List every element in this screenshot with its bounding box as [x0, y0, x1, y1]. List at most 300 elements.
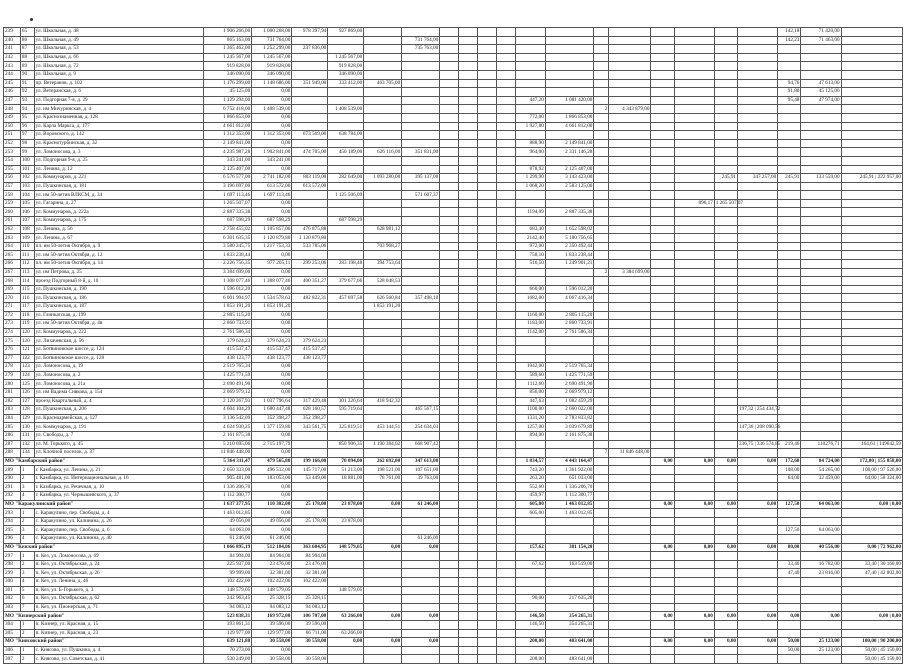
value-cell-c3: 457 697,58 — [328, 294, 364, 303]
group-value-c2: 363 604,95 — [292, 543, 328, 552]
value-cell-c8 — [478, 517, 497, 526]
value-cell-c19: 47 613,00 — [801, 79, 841, 88]
address-cell: ул. Ботвиновское шоссе, д. 124 — [34, 345, 203, 354]
address-cell: ул. им 50-летия Октября, д. 12 — [34, 251, 203, 260]
row-subnumber: 3 — [20, 569, 34, 578]
value-cell-c9 — [497, 208, 516, 217]
value-cell-c9 — [497, 191, 516, 200]
row-subnumber: 111 — [20, 251, 34, 260]
value-cell-c14 — [651, 535, 674, 544]
value-cell-c11: 2 331 146,28 — [545, 148, 594, 157]
value-cell-c3 — [328, 311, 364, 320]
table-row — [4, 552, 903, 561]
value-cell-c17 — [738, 492, 778, 501]
value-cell-c4 — [364, 268, 402, 277]
value-cell-c7 — [459, 96, 478, 105]
value-cell-c18 — [778, 131, 801, 140]
value-cell-c2: 53 449,00 — [292, 474, 328, 483]
value-cell-c5 — [402, 199, 440, 208]
value-cell-c3 — [328, 449, 364, 458]
value-cell-c9 — [497, 28, 516, 37]
value-cell-c6 — [440, 156, 459, 165]
address-cell: п. Кез, ул. Б-Горького, д. 3 — [34, 586, 203, 595]
value-cell-c13 — [609, 578, 651, 587]
value-cell-total: 1 833 238,44 — [203, 251, 252, 260]
value-cell-c1: 0,00 — [252, 113, 292, 122]
value-cell-c1: 1 000 268,00 — [252, 28, 292, 37]
value-cell-c7 — [459, 70, 478, 79]
value-cell-c8 — [478, 569, 497, 578]
value-cell-c2: 803 119,00 — [292, 174, 328, 183]
value-cell-c11 — [545, 354, 594, 363]
value-cell-c3: 379 677,66 — [328, 277, 364, 286]
value-cell-c11 — [545, 337, 594, 346]
table-row — [4, 79, 903, 88]
address-cell: ул. Пушкинская, д. 206 — [34, 406, 203, 415]
value-cell-c1: 1 902 841,00 — [252, 148, 292, 157]
value-cell-c5 — [402, 208, 440, 217]
value-cell-c2 — [292, 586, 328, 595]
value-cell-c11: 2 660 022,00 — [545, 406, 594, 415]
row-subnumber: 92 — [20, 88, 34, 97]
value-cell-c9 — [497, 285, 516, 294]
table-row — [4, 337, 903, 346]
table-row — [4, 397, 903, 406]
value-cell-c14 — [651, 397, 674, 406]
value-cell-c4 — [364, 311, 402, 320]
value-cell-total: 530 249,00 — [203, 655, 252, 664]
value-cell-c5 — [402, 311, 440, 320]
value-cell-c2: 94 083,12 — [292, 603, 328, 612]
row-subnumber: 101 — [20, 165, 34, 174]
value-cell-c1: 0,00 — [252, 509, 292, 518]
group-value-c10: 1 834,57 — [516, 457, 546, 466]
value-cell-c16 — [714, 303, 737, 312]
value-cell-c10 — [516, 105, 546, 114]
value-cell-c12 — [594, 311, 609, 320]
value-cell-c12 — [594, 517, 609, 526]
row-subnumber: 5 — [20, 586, 34, 595]
value-cell-c10: 772,00 — [516, 113, 546, 122]
value-cell-c15 — [674, 431, 714, 440]
value-cell-c7 — [459, 156, 478, 165]
value-cell-c9 — [497, 423, 516, 432]
value-cell-c13 — [609, 139, 651, 148]
value-cell-c6 — [440, 234, 459, 243]
value-cell-c9 — [497, 397, 516, 406]
value-cell-c10: 1194,09 — [516, 208, 546, 217]
value-cell-c7 — [459, 655, 478, 664]
value-cell-total: 393 861,31 — [203, 620, 252, 629]
value-cell-c9 — [497, 260, 516, 269]
address-cell: ул. Коммунаров, д. 222 — [34, 328, 203, 337]
row-subnumber: 2 — [20, 629, 34, 638]
value-cell-c8 — [478, 105, 497, 114]
value-cell-c18 — [778, 234, 801, 243]
address-cell: г. Камбарка, ул. Ленина, д. 21 — [34, 466, 203, 475]
address-cell: с. Киясово, ул. Пушкина, д. 4 — [34, 646, 203, 655]
value-cell-c17: 147,36 | 208 090,56 — [739, 423, 781, 430]
value-cell-c9 — [497, 70, 516, 79]
value-cell-c15 — [674, 509, 714, 518]
value-cell-c10 — [516, 217, 546, 226]
value-cell-c12 — [594, 217, 609, 226]
value-cell-c3: 51 213,00 — [328, 466, 364, 475]
value-cell-c15 — [674, 517, 714, 526]
value-cell-c5 — [402, 509, 440, 518]
group-value-c8 — [478, 457, 497, 466]
value-cell-c5 — [402, 225, 440, 234]
address-cell: ул. Ленина, д. 67 — [34, 234, 203, 243]
value-cell-total: 343 241,00 — [203, 156, 252, 165]
value-cell-c15 — [674, 569, 714, 578]
table-row — [4, 517, 903, 526]
group-value-c15: 0,00 — [674, 612, 714, 621]
value-cell-c20: 47,40 | 42 802,00 — [841, 569, 902, 578]
value-cell-c20 — [841, 208, 902, 217]
value-cell-c3: 63 266,00 — [328, 629, 364, 638]
value-cell-c10 — [516, 53, 546, 62]
value-cell-c13: 11 846 448,00 — [609, 449, 651, 458]
value-cell-c10: 263,20 — [516, 474, 546, 483]
value-cell-c16 — [714, 328, 737, 337]
value-cell-c12 — [594, 655, 609, 664]
value-cell-c20 — [841, 148, 902, 157]
value-cell-c12 — [594, 182, 609, 191]
value-cell-c8 — [478, 294, 497, 303]
value-cell-c7 — [459, 303, 478, 312]
value-cell-c13 — [609, 328, 651, 337]
value-cell-c1: 977 205,11 — [252, 260, 292, 269]
row-subnumber: 96 — [20, 122, 34, 131]
value-cell-c17 — [738, 320, 778, 329]
value-cell-c12 — [594, 406, 609, 415]
value-cell-c12 — [594, 620, 609, 629]
value-cell-c5 — [402, 483, 440, 492]
value-cell-c7 — [459, 560, 478, 569]
row-subnumber: 1 — [20, 646, 34, 655]
row-subnumber: 105 — [20, 199, 34, 208]
group-value-c19: 25 123,00 — [801, 638, 841, 647]
value-cell-c13 — [609, 552, 651, 561]
group-value-c6 — [440, 457, 459, 466]
value-cell-c2 — [292, 371, 328, 380]
value-cell-c15 — [674, 560, 714, 569]
value-cell-c3 — [328, 156, 364, 165]
value-cell-c15 — [674, 285, 714, 294]
value-cell-c7 — [459, 285, 478, 294]
value-cell-c6 — [440, 595, 459, 604]
group-value-c4: 0,00 — [364, 612, 402, 621]
row-subnumber: 93 — [20, 96, 34, 105]
value-cell-c2 — [292, 62, 328, 71]
value-cell-c14 — [651, 62, 674, 71]
value-cell-c13 — [609, 217, 651, 226]
value-cell-c13 — [609, 371, 651, 380]
value-cell-c2: 613 572,00 — [292, 182, 328, 191]
value-cell-c5 — [402, 578, 440, 587]
row-number: 256 — [4, 174, 21, 183]
value-cell-c3: 325 819,51 — [328, 423, 364, 432]
value-cell-c12 — [594, 320, 609, 329]
value-cell-c11 — [545, 526, 594, 535]
row-subnumber: 118 — [20, 311, 34, 320]
value-cell-c19: 45 125,00 — [801, 88, 841, 97]
value-cell-c16 — [714, 242, 737, 251]
row-number: 239 — [4, 28, 21, 37]
value-cell-c15 — [674, 586, 714, 595]
row-number: 291 — [4, 483, 21, 492]
value-cell-c5 — [402, 603, 440, 612]
row-number: 258 — [4, 191, 21, 200]
row-number: 261 — [4, 217, 21, 226]
value-cell-c14 — [651, 646, 674, 655]
value-cell-c4 — [364, 586, 402, 595]
value-cell-c8 — [478, 53, 497, 62]
value-cell-c12 — [594, 328, 609, 337]
value-cell-c18: 219,46 — [778, 440, 801, 449]
value-cell-c5: 254 634,03 — [402, 423, 440, 432]
address-cell: г. Камбарка, ул. Речечная, д. 10 — [34, 483, 203, 492]
value-cell-c3: 346 090,00 — [328, 70, 364, 79]
value-cell-total: 2 761 586,34 — [203, 328, 252, 337]
value-cell-c20 — [841, 242, 902, 251]
value-cell-c14 — [651, 148, 674, 157]
value-cell-c16 — [714, 629, 737, 638]
value-cell-c11: 2 350 492,44 — [545, 242, 594, 251]
group-value-total: 1 066 895,19 — [203, 543, 252, 552]
value-cell-c12 — [594, 156, 609, 165]
value-cell-c15 — [674, 242, 714, 251]
value-cell-c16 — [714, 208, 737, 217]
value-cell-c8 — [478, 260, 497, 269]
value-cell-c6 — [440, 328, 459, 337]
value-cell-c4: 198 521,00 — [364, 466, 402, 475]
value-cell-c6 — [440, 406, 459, 415]
value-cell-c9 — [497, 414, 516, 423]
value-cell-c2: 415 537,47 — [292, 345, 328, 354]
group-value-c20: 0,00 | 0,00 — [841, 612, 902, 621]
value-cell-c9 — [497, 569, 516, 578]
value-cell-c8 — [478, 474, 497, 483]
value-cell-c9 — [497, 131, 516, 140]
address-cell: ул. Школьная, д. 9 — [34, 70, 203, 79]
value-cell-c9 — [497, 88, 516, 97]
value-cell-c17 — [738, 586, 778, 595]
value-cell-c1: 415 537,47 — [252, 345, 292, 354]
value-cell-c2 — [292, 449, 328, 458]
value-cell-c1: 102 422,00 — [252, 578, 292, 587]
group-value-c13 — [609, 638, 651, 647]
value-cell-c16 — [714, 431, 737, 440]
group-value-c19: 0,00 — [801, 612, 841, 621]
value-cell-c10: 1112,60 — [516, 380, 546, 389]
value-cell-c1: 343 241,00 — [252, 156, 292, 165]
value-cell-c5 — [402, 629, 440, 638]
value-cell-c17 — [738, 431, 778, 440]
value-cell-c4 — [364, 449, 402, 458]
group-value-c3: 70 094,00 — [328, 457, 364, 466]
value-cell-c8 — [478, 603, 497, 612]
value-cell-c3 — [328, 560, 364, 569]
value-cell-c7 — [459, 53, 478, 62]
value-cell-c17: 236,75 | 336 574,85 — [739, 440, 781, 447]
value-cell-c9 — [497, 242, 516, 251]
address-cell: п. Кез, ул. Октябрьская, д. 62 — [34, 595, 203, 604]
value-cell-c18 — [778, 431, 801, 440]
value-cell-total: 2 125 407,00 — [203, 165, 252, 174]
value-cell-c17 — [738, 363, 778, 372]
row-number: 289 — [4, 466, 21, 475]
group-value-c12 — [594, 500, 609, 509]
value-cell-c14 — [651, 509, 674, 518]
value-cell-c19 — [801, 629, 841, 638]
row-number: 272 — [4, 311, 21, 320]
value-cell-c11 — [545, 199, 594, 208]
value-cell-c7 — [459, 251, 478, 260]
value-cell-c12 — [594, 45, 609, 54]
value-cell-c8 — [478, 225, 497, 234]
value-cell-total: 61 246,00 — [203, 535, 252, 544]
value-cell-c17 — [738, 578, 778, 587]
value-cell-c1: 32 381,00 — [252, 569, 292, 578]
value-cell-c14 — [651, 320, 674, 329]
value-cell-c18: 95,48 — [778, 96, 801, 105]
group-value-c16: 0,00 — [714, 638, 737, 647]
value-cell-total: 84 904,00 — [203, 552, 252, 561]
value-cell-c17 — [738, 337, 778, 346]
value-cell-c14 — [651, 578, 674, 587]
value-cell-c10: 1183,00 — [516, 320, 546, 329]
value-cell-total: 70 273,00 — [203, 646, 252, 655]
value-cell-c2: 1 120 879,80 — [292, 234, 328, 243]
address-cell: ул. Школьная, д. 48 — [34, 28, 203, 37]
value-cell-c14 — [651, 517, 674, 526]
value-cell-c15 — [674, 268, 714, 277]
value-cell-c17 — [738, 629, 778, 638]
value-cell-c17 — [738, 517, 778, 526]
table-row — [4, 388, 903, 397]
value-cell-c13 — [609, 96, 651, 105]
value-cell-c14 — [651, 595, 674, 604]
value-cell-c18 — [778, 191, 801, 200]
value-cell-c18 — [778, 406, 801, 415]
value-cell-c8 — [478, 337, 497, 346]
value-cell-c5 — [402, 620, 440, 629]
value-cell-c7 — [459, 277, 478, 286]
value-cell-c10 — [516, 199, 546, 208]
value-cell-c8 — [478, 483, 497, 492]
row-subnumber: 65 — [20, 28, 34, 37]
value-cell-c19 — [801, 517, 841, 526]
value-cell-c12 — [594, 251, 609, 260]
value-cell-c2 — [292, 191, 328, 200]
value-cell-c8 — [478, 354, 497, 363]
value-cell-c13 — [609, 156, 651, 165]
value-cell-c2 — [292, 285, 328, 294]
group-value-c17: 0,00 — [738, 543, 778, 552]
value-cell-c5 — [402, 526, 440, 535]
row-subnumber: 90 — [20, 70, 34, 79]
value-cell-c19: 16 782,00 — [801, 560, 841, 569]
value-cell-total: 3 136 542,09 — [203, 414, 252, 423]
row-subnumber: 120 — [20, 328, 34, 337]
value-cell-c19 — [801, 285, 841, 294]
value-cell-c9 — [497, 655, 516, 664]
address-cell: ул. Ломоносова, д. 3 — [34, 148, 203, 157]
value-cell-c20 — [841, 406, 902, 415]
value-cell-c17 — [738, 113, 778, 122]
row-number: 250 — [4, 122, 21, 131]
table-row — [4, 122, 903, 131]
value-cell-c7 — [459, 242, 478, 251]
address-cell: п. Кез, ул. Октябрьская, д. 26 — [34, 569, 203, 578]
value-cell-c19: 133 559,00 — [801, 174, 841, 183]
value-cell-c11 — [545, 603, 594, 612]
value-cell-c16 — [714, 440, 737, 449]
value-cell-c3 — [328, 113, 364, 122]
value-cell-c11: 1 866 853,00 — [545, 113, 594, 122]
value-cell-c2: 352 398,27 — [292, 414, 328, 423]
value-cell-c10: 1 068,20 — [516, 182, 546, 191]
value-cell-c5 — [402, 552, 440, 561]
value-cell-c17 — [738, 277, 778, 286]
value-cell-c18 — [778, 337, 801, 346]
value-cell-c6 — [440, 586, 459, 595]
value-cell-c17 — [738, 474, 778, 483]
value-cell-c6 — [440, 354, 459, 363]
address-cell: ул. Ветеранская, д. 6 — [34, 88, 203, 97]
value-cell-c7 — [459, 483, 478, 492]
row-subnumber: 3 — [20, 483, 34, 492]
value-cell-c19 — [801, 122, 841, 131]
value-cell-c3 — [328, 88, 364, 97]
value-cell-c5 — [402, 277, 440, 286]
value-cell-c20 — [841, 578, 902, 587]
value-cell-c20: 245,91 | 222 957,00 — [841, 174, 902, 183]
value-cell-c12 — [594, 88, 609, 97]
value-cell-c2: 438 123,77 — [292, 354, 328, 363]
value-cell-c7 — [459, 595, 478, 604]
value-cell-c16 — [714, 595, 737, 604]
value-cell-c2 — [292, 53, 328, 62]
value-cell-c6 — [440, 294, 459, 303]
value-cell-c15 — [674, 234, 714, 243]
value-cell-c8 — [478, 655, 497, 664]
value-cell-c14 — [651, 294, 674, 303]
value-cell-c6 — [440, 165, 459, 174]
value-cell-c5: 107 651,00 — [402, 466, 440, 475]
value-cell-c5 — [402, 517, 440, 526]
group-value-c10: 208,00 — [516, 638, 546, 647]
value-cell-c1: 61 246,00 — [252, 535, 292, 544]
value-cell-c14 — [651, 225, 674, 234]
value-cell-c12 — [594, 234, 609, 243]
value-cell-c5 — [402, 139, 440, 148]
value-cell-c20 — [841, 70, 902, 79]
value-cell-c15 — [674, 62, 714, 71]
value-cell-c5: 395 137,00 — [402, 174, 440, 183]
group-value-c14: 0,00 — [651, 612, 674, 621]
value-cell-c20 — [841, 320, 902, 329]
value-cell-c7 — [459, 406, 478, 415]
value-cell-c13 — [609, 28, 651, 37]
value-cell-c12 — [594, 199, 609, 208]
value-cell-c12 — [594, 595, 609, 604]
value-cell-c7 — [459, 311, 478, 320]
value-cell-c10: 878,92 — [516, 165, 546, 174]
value-cell-c19 — [801, 655, 841, 664]
